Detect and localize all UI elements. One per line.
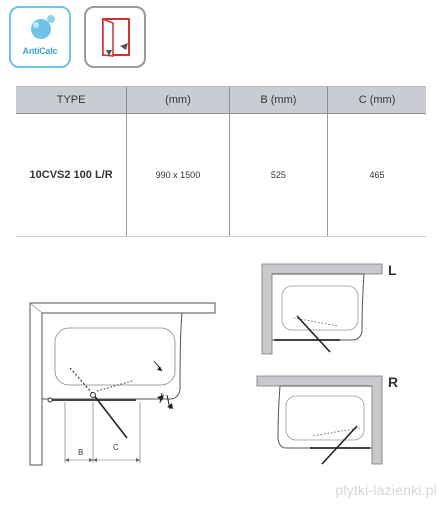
- watermark: plytki-lazienki.pl: [335, 482, 437, 498]
- table-cell-type: 10CVS2 100 L/R: [16, 114, 127, 237]
- right-variant-label: R: [388, 374, 399, 390]
- anticalc-label: AntiCalc: [22, 46, 58, 56]
- left-variant-diagram: [252, 262, 387, 362]
- dimension-b-label: B: [78, 448, 84, 457]
- spec-table: [16, 86, 426, 237]
- table-header-cell: (mm): [127, 87, 230, 114]
- right-variant-diagram: [252, 372, 387, 472]
- table-header-cell: B (mm): [229, 87, 327, 114]
- table-cell-b: 525: [229, 114, 327, 237]
- table-header-row: [16, 87, 426, 114]
- table-header-cell: TYPE: [16, 87, 127, 114]
- main-plan-diagram: [20, 295, 225, 480]
- door-reversible-icon: [86, 8, 144, 66]
- table-row: [16, 114, 426, 237]
- left-variant-label: L: [388, 262, 397, 278]
- table-cell-size: 990 x 1500: [127, 114, 230, 237]
- anticalc-drops-icon: [11, 10, 69, 46]
- table-header-cell: C (mm): [328, 87, 426, 114]
- dimension-c-label: C: [113, 443, 119, 452]
- door-badge: [84, 6, 146, 68]
- anticalc-badge: [9, 6, 71, 68]
- table-cell-c: 465: [328, 114, 426, 237]
